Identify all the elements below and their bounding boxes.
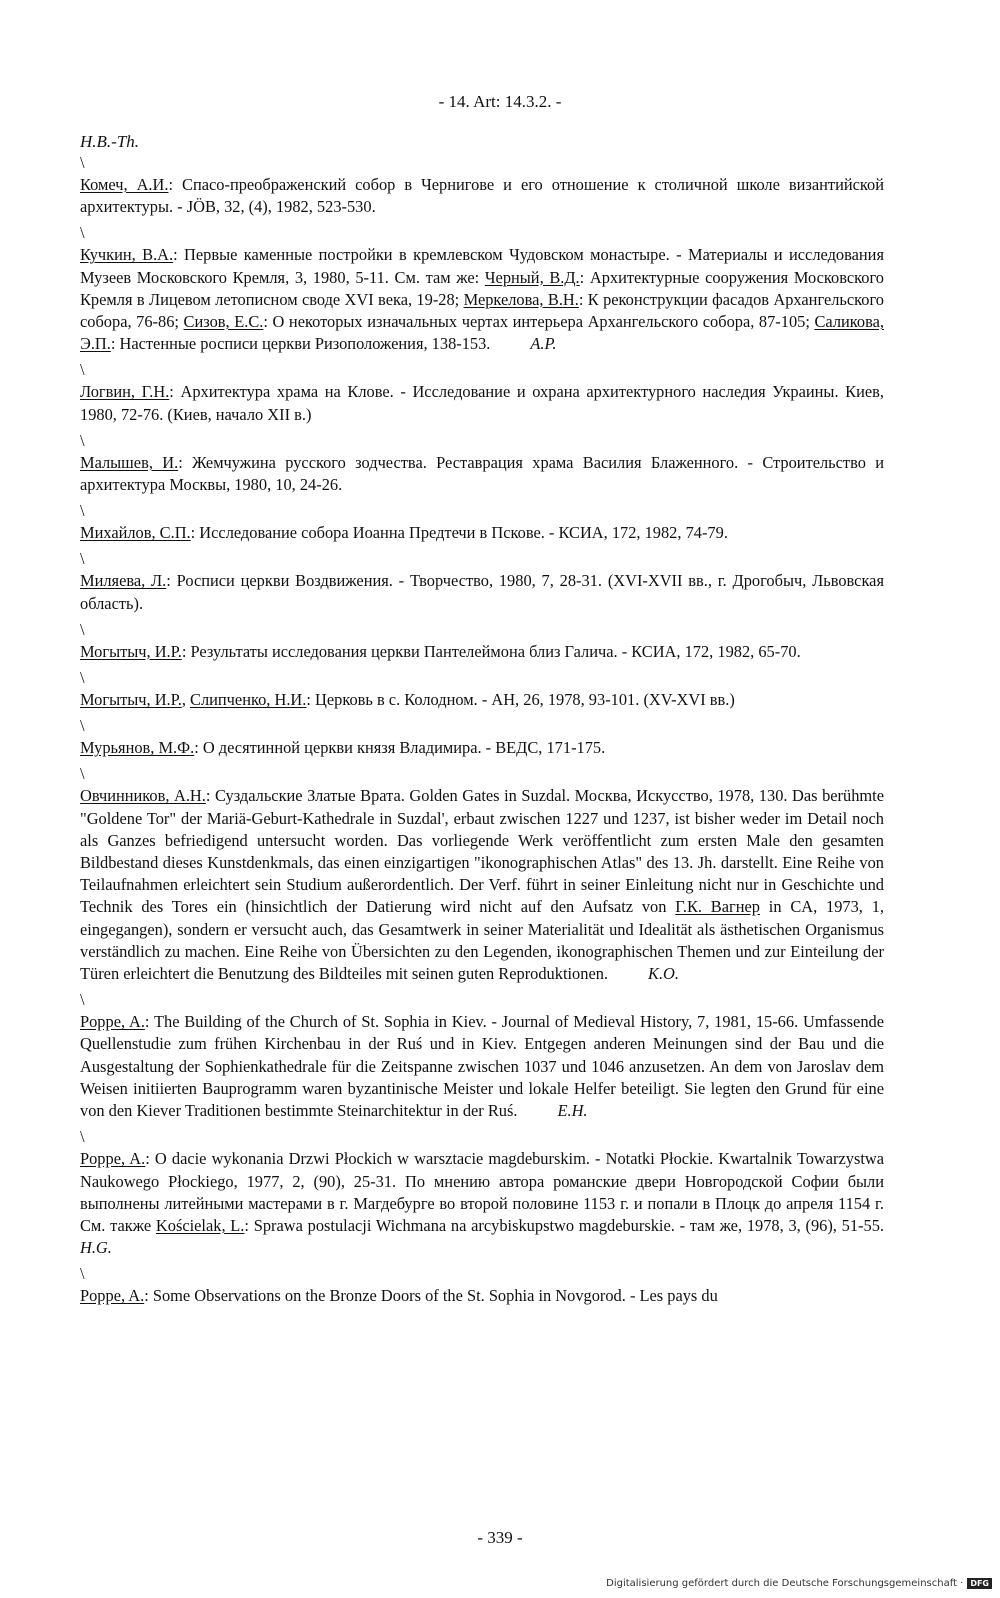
bibliography-entry	[80, 689, 884, 711]
author-name: Комеч, А.И.	[80, 175, 169, 194]
bibliography-entry	[80, 1011, 884, 1122]
author-name: Кучкин, В.А.	[80, 245, 174, 265]
author-name: Г.К. Вагнер	[675, 897, 760, 917]
entry-text: : Настенные росписи церкви Ризоположения, 138-153.	[110, 334, 491, 354]
entry-text: : Архитектурные сооружения Московского Кремля в Лицевом летописном своде XVI века, 19-28;	[80, 267, 885, 309]
entry-separator: \	[80, 153, 85, 172]
bibliography-entry	[80, 785, 884, 985]
entry-separator: \	[80, 716, 85, 736]
author-name: Овчинников, А.Н.	[80, 786, 206, 806]
bibliography-entry	[80, 1148, 884, 1259]
entry-text: in CA, 1973, 1, eingegangen), sondern er versucht auch, das Gesamtwerk in seiner Materialität und Idealität als ästhetischen Organismus verständlich zu machen. Eine Reihe von Übersichten zu den Legenden, ikonographischen Themen und zur Einteilung der Türen erleichtert die Benutzung des Bildteiles mit seinen guten Reproduktionen.	[80, 897, 884, 984]
entry-separator: \	[80, 360, 85, 380]
entry-text: : The Building of the Church of St. Sophia in Kiev. - Journal of Medieval History, 7, 1981, 15-66. Umfassende Quellenstudie zum frühen Kirchenbau in der Ruś und in Kiev. Entgegen anderen Meinungen sind der Bau und die Ausgestaltung der Sophienkathedrale für die Zeitspanne zwischen 1037 und 1046 anzusetzen. An dem von Jaroslav dem Weisen initiierten Bauprogramm waren byzantinische Meister und lokale Helfer beteiligt. Sie legten den Grund für eine von den Kiever Traditionen bestimmte Steinarchitektur in der Ruś.	[80, 1012, 885, 1121]
page-header: - 14. Art: 14.3.2. -	[438, 92, 562, 111]
author-name: Логвин, Г.Н.	[80, 382, 170, 402]
entry-text: : О некоторых изначальных чертах интерьера Архангельского собора, 87-105;	[263, 312, 815, 332]
entry-separator: \	[80, 549, 85, 569]
entry-text: : Росписи церкви Воздвижения. - Творчество, 1980, 7, 28-31. (XVI-XVII вв., г. Дрогобыч, Львовская область).	[80, 571, 884, 613]
bibliography-entry	[80, 570, 884, 614]
entry-text: : Церковь в с. Колодном. - АН, 26, 1978, 93-101. (XV-XVI вв.)	[306, 690, 735, 710]
entry-text: : Результаты исследования церкви Пантелеймона близ Галича. - КСИА, 172, 1982, 65-70.	[181, 641, 801, 661]
author-name: Михайлов, С.П.	[80, 523, 191, 543]
author-name: Сизов, Е.С.	[183, 312, 264, 332]
entry-text: ,	[181, 690, 191, 710]
entry-text: : Первые каменные постройки в кремлевском Чудовском монастыре. - Материалы и исследования Музеев Московского Кремля, 3, 1980, 5-11. См. там же:	[80, 245, 884, 287]
entry-text: : Исследование собора Иоанна Предтечи в Пскове. - КСИА, 172, 1982, 74-79.	[190, 523, 728, 543]
entry-separator: \	[80, 430, 85, 450]
reviewer-initials: H.G.	[80, 1238, 112, 1258]
entry-text: : O dacie wykonania Drzwi Płockich w warsztacie magdeburskim. - Notatki Płockie. Kwartalnik Towarzystwa Naukowego Płockiego, 1977, 2, (90), 25-31. По мнению автора романские двери Новгородской Софии были выполнены литейными мастерами в г. Магдебурге во второй половине 1153 г. и попали в Плоцк до апреля 1154 г. См. также	[80, 1149, 884, 1235]
author-name: Мурьянов, М.Ф.	[80, 738, 195, 758]
entry-text: : Суздальские Златые Врата. Golden Gates in Suzdal. Москва, Искусство, 1978, 130. Das berühmte "Goldene Tor" der Mariä-Geburt-Kathedrale in Suzdal', erbaut zwischen 1227 und 1237, ist bisher weder im Detail noch als Ganzes befriedigend untersucht worden. Das vorliegende Werk veröffentlicht zum ersten Male den gesamten Bildbestand dieses Kunstdenkmals, das einen einzigartigen "ikonographischen Atlas" des 13. Jh. darstellt. Eine Reihe von Teilaufnahmen erleichtert sein Studium außerordentlich. Der Verf. führt in seiner Einleitung nicht nur in Geschichte und Technik des Tores ein (hinsichtlich der Datierung wird nicht auf den Aufsatz von	[80, 786, 884, 917]
entry-text: : Архитектура храма на Клове. - Исследование и охрана архитектурного наследия Украины. Киев, 1980, 72-76. (Киев, начало XII в.)	[80, 382, 884, 424]
bibliography-entry	[80, 244, 884, 355]
bibliography-entry	[80, 737, 884, 759]
footer-credit	[606, 1578, 992, 1589]
entry-text: : Спасо-преображенский собор в Чернигове и его отношение к столичной школе византийской архитектуры. - JÖB, 32, (4), 1982, 523-530.	[80, 175, 885, 217]
author-name: Poppe, A.	[80, 1012, 145, 1032]
entry-separator: \	[80, 764, 85, 784]
reviewer-initials: H.B.-Th.	[80, 132, 140, 151]
author-name: Меркелова, В.Н.	[463, 289, 579, 309]
entry-text: : Жемчужина русского зодчества. Реставрация храма Василия Блаженного. - Строительство и архитектура Москвы, 1980, 10, 24-26.	[80, 452, 885, 495]
reviewer-initials: K.O.	[648, 964, 679, 984]
entry-text: : Some Observations on the Bronze Doors of the St. Sophia in Novgorod. - Les pays du	[144, 1286, 718, 1306]
bibliography-entry	[80, 452, 884, 496]
author-name: Poppe, A.	[80, 1149, 146, 1169]
author-name: Черный, В.Д.	[484, 267, 580, 287]
dfg-logo: DFG	[967, 1578, 992, 1589]
author-name: Саликова, Э.П.	[80, 312, 885, 354]
author-name: Kościelak, L.	[155, 1215, 245, 1235]
author-name: Малышев, И.	[80, 452, 179, 472]
bibliography-entry	[80, 1285, 884, 1307]
entry-separator: \	[80, 223, 85, 243]
page-number: - 339 -	[477, 1528, 523, 1547]
author-name: Слипченко, Н.И.	[190, 690, 307, 710]
bibliography-entry	[80, 174, 884, 218]
author-name: Poppe, A.	[80, 1286, 145, 1306]
reviewer-initials: E.H.	[557, 1101, 588, 1121]
entry-separator: \	[80, 990, 85, 1010]
entry-text: : О десятинной церкви князя Владимира. - ВЕДС, 171-175.	[194, 738, 606, 758]
entry-separator: \	[80, 501, 85, 521]
bibliography-entry	[80, 381, 884, 425]
entry-separator: \	[80, 668, 85, 688]
author-name: Могытыч, И.Р.	[80, 641, 182, 661]
author-name: Могытыч, И.Р.	[80, 690, 182, 710]
bibliography-entry	[80, 641, 884, 663]
bibliography-list	[80, 152, 884, 1312]
entry-separator: \	[80, 619, 85, 639]
reviewer-initials: A.P.	[530, 334, 557, 354]
entry-text: : Sprawa postulacji Wichmana na arcybiskupstwo magdeburskie. - там же, 1978, 3, (96), 51-55.	[244, 1215, 885, 1235]
author-name: Миляева, Л.	[80, 571, 167, 591]
entry-separator: \	[80, 1264, 85, 1284]
bibliography-entry	[80, 522, 884, 544]
entry-separator: \	[80, 1127, 85, 1147]
footer-text: Digitalisierung gefördert durch die Deutsche Forschungsgemeinschaft ·	[606, 1578, 964, 1589]
entry-text: : К реконструкции фасадов Архангельского собора, 76-86;	[80, 289, 884, 332]
